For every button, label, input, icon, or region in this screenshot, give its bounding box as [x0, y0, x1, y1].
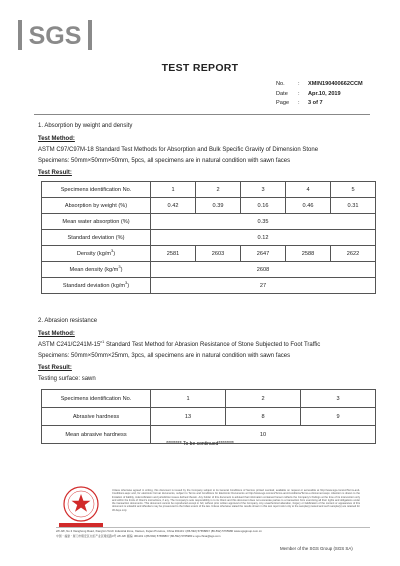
table-cell: 2608	[151, 262, 376, 278]
meta-date: Date : Apr.10, 2019	[276, 90, 341, 97]
table-cell: 0.42	[151, 198, 196, 214]
row-label: Density $(kg/m^3)$	[42, 246, 151, 262]
table-cell: 10	[151, 426, 376, 444]
table-cell: 0.35	[151, 214, 376, 230]
table-cell: 5	[331, 182, 376, 198]
row-label: Mean abrasive hardness	[42, 426, 151, 444]
row-label: Absorption by weight (%)	[42, 198, 151, 214]
table-cell: 0.39	[196, 198, 241, 214]
table-cell: 1	[151, 182, 196, 198]
table-row	[42, 230, 376, 246]
section2-method-label: Test Method:	[38, 331, 75, 337]
meta-no: No. : XMIN190400662CCM	[276, 81, 363, 87]
table-cell: 2588	[286, 246, 331, 262]
section1-result-label: Test Result:	[38, 170, 72, 176]
logo-text: SGS	[28, 22, 82, 50]
table-cell: 1	[151, 390, 226, 408]
table-row	[42, 278, 376, 294]
table-cell: 0.31	[331, 198, 376, 214]
table-cell: 0.16	[241, 198, 286, 214]
header-divider	[34, 114, 370, 115]
sgs-logo	[18, 18, 92, 52]
section1-method-label: Test Method:	[38, 136, 75, 142]
section2-result-label: Test Result:	[38, 365, 72, 371]
row-label: Standard deviation $(kg/m^3)$	[42, 278, 151, 294]
section1-method-text: ASTM C97/C97M-18 Standard Test Methods for Absorption and Bulk Specific Gravity of Dimension Stone	[38, 147, 319, 153]
footer-divider	[56, 527, 370, 528]
table-cell: 3	[301, 390, 376, 408]
report-meta	[276, 80, 363, 109]
table-cell: 13	[151, 408, 226, 426]
absorption-density-table	[41, 181, 376, 294]
table-cell: 2603	[196, 246, 241, 262]
row-label: Mean water absorption (%)	[42, 214, 151, 230]
table-row	[42, 408, 376, 426]
table-row	[42, 246, 376, 262]
address-english: 2/F-9/F, No.3 Xianghong Road, Xiang'An Torch Industrial Zone, Xiamen, Fujian Province, China 361101 t (86-592) 5765880 f (86-592) 5765980 www.sgsgroup.com.cn	[56, 529, 262, 533]
row-label: Mean density $(kg/m^3)$	[42, 262, 151, 278]
table-row	[42, 262, 376, 278]
row-label: Standard deviation (%)	[42, 230, 151, 246]
table-cell: 2647	[241, 246, 286, 262]
section1-specimens: Specimens: 50mm×50mm×50mm, 5pcs, all specimens are in natural condition with sawn faces	[38, 158, 291, 164]
table-cell: 8	[226, 408, 301, 426]
member-text: Member of the SGS Group (SGS SA)	[280, 546, 353, 551]
section2-specimens: Specimens: 50mm×50mm×25mm, 3pcs, all specimens are in natural condition with sawn faces	[38, 353, 291, 359]
meta-page: Page : 3 of 7	[276, 100, 323, 106]
table-cell: 2	[226, 390, 301, 408]
table-cell: 4	[286, 182, 331, 198]
to-be-continued: ******** To be continued********	[166, 441, 234, 447]
table-cell: 2622	[331, 246, 376, 262]
abrasion-table	[41, 389, 376, 444]
section1-heading: 1. Absorption by weight and density	[38, 123, 133, 129]
section2-heading: 2. Abrasion resistance	[38, 318, 98, 324]
table-cell: 2581	[151, 246, 196, 262]
row-label: Specimens identification No.	[42, 182, 151, 198]
table-cell: 27	[151, 278, 376, 294]
table-row	[42, 390, 376, 408]
table-cell: 0.12	[151, 230, 376, 246]
address-chinese: 中国・福建・厦门市翔安区火炬产业区翔虹路3号 2/F-9/F 邮编: 361101 t (86-592) 5765880 f (86-592) 5765980 e sgs.china@sgs.com	[56, 534, 221, 538]
row-label: Specimens identification No.	[42, 390, 151, 408]
section2-method-text: ASTM $C241/C241M-15^{\varepsilon 1}$ Standard Test Method for Abrasion Resistance of Stone Subjected to Foot Traffic	[38, 339, 321, 348]
table-cell: 0.46	[286, 198, 331, 214]
table-row	[42, 214, 376, 230]
row-label: Abrasive hardness	[42, 408, 151, 426]
section2-surface: Testing surface: sawn	[38, 376, 96, 382]
table-cell: 3	[241, 182, 286, 198]
table-row	[42, 198, 376, 214]
report-title: TEST REPORT	[161, 62, 239, 74]
disclaimer-text: Unless otherwise agreed in writing, this document is issued by the Company subject to its General Conditions of Service printed overleaf, available on request or accessible at http://www.sgs.com/en/Terms-and-Conditions.aspx and, for electronic format documents, subject to Terms and Conditions for Electronic Documents at http://www.sgs.com/en/Terms-and-Conditions/Terms-e-Document.aspx. Attention is drawn to the limitation of liability, indemnification and jurisdiction issues defined therein. Any holder of this document is advised that information contained hereon reflects the Company's findings at the time of its intervention only and within the limits of Client's instructions, if any. The Company's sole responsibility is to its Client and this document does not exonerate parties to a transaction from exercising all their rights and obligations under the transaction documents. This document cannot be reproduced except in full, without prior written approval of the Company. Any unauthorized alteration, forgery or falsification of the content or appearance of this document is unlawful and offenders may be prosecuted to the fullest extent of the law. Unless otherwise stated the results shown in this test report refer only to the sample(s) tested and such sample(s) are retained for 30 days only.	[112, 489, 360, 512]
table-cell: 2	[196, 182, 241, 198]
table-cell: 9	[301, 408, 376, 426]
table-row	[42, 182, 376, 198]
